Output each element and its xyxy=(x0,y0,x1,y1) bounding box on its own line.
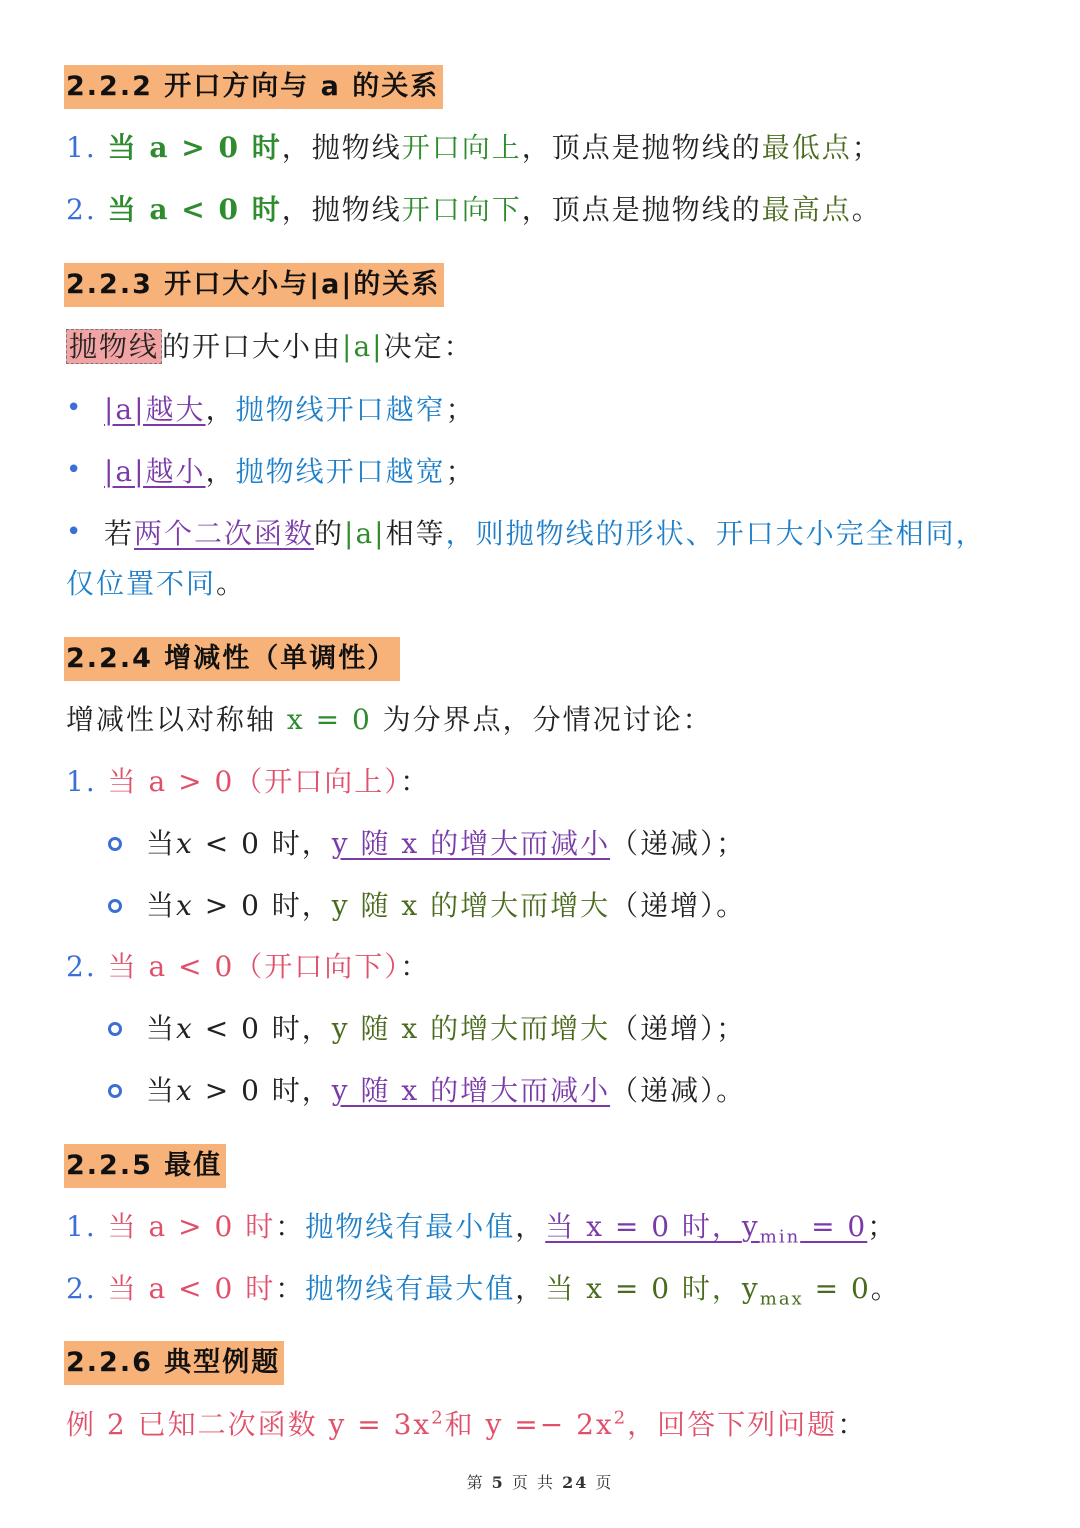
body-text: ，顶点是抛物线的 xyxy=(521,193,762,226)
condition-text: 当 a < 0 时 xyxy=(107,1272,276,1305)
body-text: （递增）。 xyxy=(610,889,747,922)
body-text: > 0 时， xyxy=(193,889,332,922)
highlight-text xyxy=(545,1272,871,1310)
list-number: 1. xyxy=(66,131,97,164)
body-text: < 0 时， xyxy=(193,827,332,860)
math-var: x xyxy=(176,827,194,860)
punctuation: ： xyxy=(275,1272,306,1305)
highlight-text: 抛物线开口越窄 xyxy=(235,393,446,426)
body-text: = 0 xyxy=(803,1272,871,1305)
body-text: < 0 时， xyxy=(193,1012,332,1045)
superscript: 2 xyxy=(431,1407,445,1429)
punctuation: ， xyxy=(205,393,236,426)
body-text: （递减）。 xyxy=(610,1074,747,1107)
punctuation: ， xyxy=(515,1272,546,1305)
body-text: 若 xyxy=(104,517,135,550)
highlight-text: 抛物线有最大值 xyxy=(305,1272,516,1305)
body-text: ，抛物线 xyxy=(281,193,402,226)
s224-case-1 xyxy=(66,762,430,802)
s224-case-2b xyxy=(146,1071,746,1111)
list-number: 1. xyxy=(66,1210,97,1243)
body-text: 当 xyxy=(146,1012,177,1045)
case-label: 当 a < 0（开口向下） xyxy=(107,950,401,983)
body-text: 当 xyxy=(146,827,177,860)
underlined-text: |a|越小 xyxy=(104,455,206,488)
s225-item-2 xyxy=(66,1269,901,1309)
body-text: （递减）； xyxy=(610,827,747,860)
s223-bullet-2 xyxy=(104,452,476,492)
list-number: 2. xyxy=(66,1272,97,1305)
body-text: 和 y =− 2x xyxy=(444,1408,614,1441)
body-text: ，顶点是抛物线的 xyxy=(521,131,762,164)
body-text: = 0 xyxy=(800,1210,868,1243)
circle-bullet-icon xyxy=(108,1022,122,1036)
underlined-text: y 随 x 的增大而减小 xyxy=(331,827,611,860)
punctuation: 。 xyxy=(216,567,247,600)
condition-text: 当 a > 0 时 xyxy=(107,1210,276,1243)
body-text: > 0 时， xyxy=(193,1074,332,1107)
superscript: 2 xyxy=(613,1407,628,1429)
body-text: 相等 xyxy=(385,517,446,550)
body-text: （递增）； xyxy=(610,1012,747,1045)
abs-a: |a| xyxy=(342,330,384,363)
page-total: 24 xyxy=(562,1473,589,1492)
axis-equation: x = 0 xyxy=(286,703,372,736)
s223-intro xyxy=(66,327,474,367)
punctuation: ； xyxy=(445,393,476,426)
abs-a: |a| xyxy=(344,517,386,550)
bullet-icon: • xyxy=(66,393,82,423)
s224-case-2a xyxy=(146,1009,746,1049)
example-text xyxy=(66,1408,837,1441)
s223-bullet-3-cont xyxy=(66,564,246,604)
s222-item-1 xyxy=(66,128,882,168)
heading-2-2-3: 2.2.3 开口大小与|a|的关系 xyxy=(64,263,444,307)
punctuation: 。 xyxy=(870,1272,901,1305)
body-text: 例 2 已知二次函数 y = 3x xyxy=(66,1408,432,1441)
highlight-text: 仅位置不同 xyxy=(66,567,217,600)
page-footer xyxy=(0,1470,1080,1493)
punctuation: ； xyxy=(445,455,476,488)
s224-intro xyxy=(66,700,713,740)
punctuation: ， xyxy=(205,455,236,488)
punctuation: ： xyxy=(837,1408,868,1441)
bullet-icon: • xyxy=(66,517,82,547)
body-text: 决定： xyxy=(383,330,474,363)
highlight-text: y 随 x 的增大而增大 xyxy=(331,1012,611,1045)
body-text: 当 xyxy=(146,1074,177,1107)
math-var: x xyxy=(176,1074,194,1107)
punctuation: 。 xyxy=(851,193,882,226)
body-text: ，抛物线 xyxy=(281,131,402,164)
math-var: x xyxy=(176,1012,194,1045)
body-text: ，回答下列问题 xyxy=(627,1408,838,1441)
heading-2-2-6: 2.2.6 典型例题 xyxy=(64,1341,284,1385)
list-number: 1. xyxy=(66,765,97,798)
condition-text: 当 a > 0 时 xyxy=(107,131,282,164)
highlight-text: y 随 x 的增大而增大 xyxy=(331,889,611,922)
circle-bullet-icon xyxy=(108,899,122,913)
underlined-text: y 随 x 的增大而减小 xyxy=(331,1074,611,1107)
underlined-text: 两个二次函数 xyxy=(134,517,315,550)
math-var: x xyxy=(176,889,194,922)
body-text: 的开口大小由 xyxy=(162,330,343,363)
example-2 xyxy=(66,1405,867,1445)
math-var: y xyxy=(741,1210,760,1243)
punctuation: ： xyxy=(275,1210,306,1243)
list-number: 2. xyxy=(66,950,97,983)
s224-case-1b xyxy=(146,886,746,926)
highlight-text: 抛物线开口越宽 xyxy=(235,455,446,488)
case-label: 当 a > 0（开口向上） xyxy=(107,765,401,798)
circle-bullet-icon xyxy=(108,837,122,851)
body-text: 增减性以对称轴 xyxy=(66,703,287,736)
punctuation: ： xyxy=(400,765,431,798)
subscript: min xyxy=(759,1226,801,1248)
footer-text: 页 共 xyxy=(504,1473,563,1492)
body-text: 的 xyxy=(314,517,345,550)
s223-bullet-1 xyxy=(104,390,476,430)
s225-item-1 xyxy=(66,1207,897,1247)
bullet-icon: • xyxy=(66,455,82,485)
underlined-text xyxy=(545,1210,868,1248)
condition-text: 当 a < 0 时 xyxy=(107,193,282,226)
highlight-text: 开口向下 xyxy=(401,193,522,226)
highlighted-term: 抛物线 xyxy=(66,329,162,364)
punctuation: ； xyxy=(867,1210,898,1243)
footer-text: 第 xyxy=(466,1473,492,1492)
highlight-text: ，则抛物线的形状、开口大小完全相同， xyxy=(445,517,986,550)
body-text: 当 xyxy=(146,889,177,922)
page-number: 5 xyxy=(491,1473,505,1492)
footer-text: 页 xyxy=(588,1473,614,1492)
circle-bullet-icon xyxy=(108,1084,122,1098)
punctuation: ： xyxy=(400,950,431,983)
heading-2-2-5: 2.2.5 最值 xyxy=(64,1144,226,1188)
body-text: 为分界点，分情况讨论： xyxy=(371,703,713,736)
s224-case-2 xyxy=(66,947,430,987)
body-text: 当 x = 0 时， xyxy=(545,1210,742,1243)
highlight-text: 最高点 xyxy=(761,193,852,226)
subscript: max xyxy=(759,1288,804,1310)
heading-2-2-4: 2.2.4 增减性（单调性） xyxy=(64,637,400,681)
body-text: 当 x = 0 时， xyxy=(545,1272,742,1305)
punctuation: ； xyxy=(851,131,882,164)
highlight-text: 抛物线有最小值 xyxy=(305,1210,516,1243)
list-number: 2. xyxy=(66,193,97,226)
math-var: y xyxy=(741,1272,760,1305)
heading-2-2-2: 2.2.2 开口方向与 a 的关系 xyxy=(64,65,443,109)
highlight-text: 最低点 xyxy=(761,131,852,164)
s223-bullet-3 xyxy=(104,514,986,554)
punctuation: ， xyxy=(515,1210,546,1243)
highlight-text: 开口向上 xyxy=(401,131,522,164)
s224-case-1a xyxy=(146,824,746,864)
s222-item-2 xyxy=(66,190,882,230)
underlined-text: |a|越大 xyxy=(104,393,206,426)
